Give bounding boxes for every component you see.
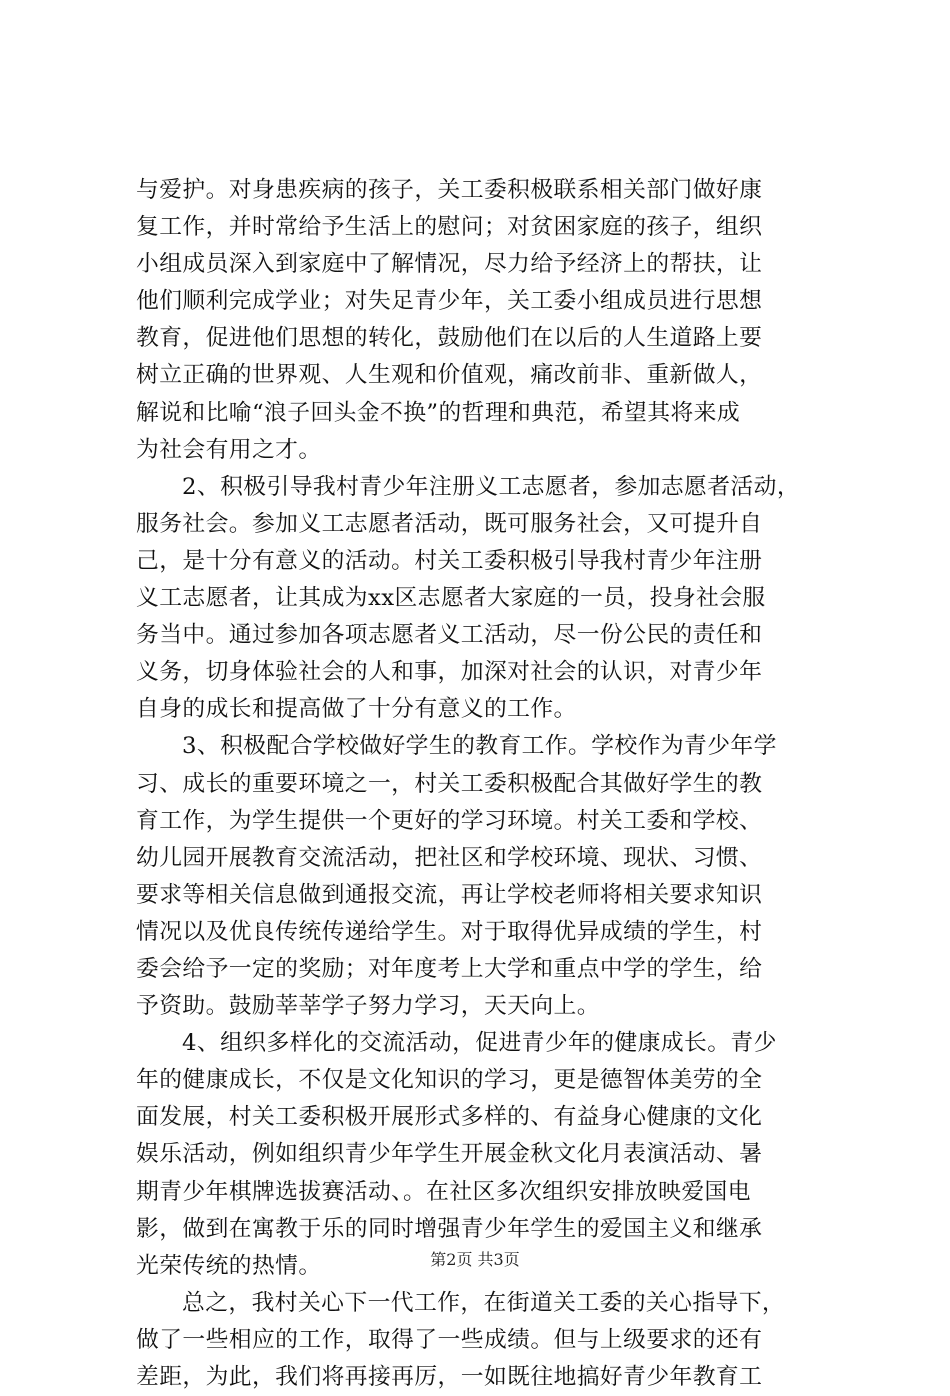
text-line: 做了一些相应的工作，取得了一些成绩。但与上级要求的还有 [136, 1326, 763, 1353]
text-line: 与爱护。对身患疾病的孩子，关工委积极联系相关部门做好康 [136, 177, 763, 203]
text-line: 育工作，为学生提供一个更好的学习环境。村关工委和学校、 [136, 807, 763, 834]
text-line: 情况以及优良传统传递给学生。对于取得优异成绩的学生，村 [136, 918, 763, 945]
paragraph-first-line: 2、积极引导我村青少年注册义工志愿者，参加志愿者活动， [182, 473, 801, 500]
text-line: 委会给予一定的奖励；对年度考上大学和重点中学的学生，给 [136, 955, 763, 982]
text-line: 服务社会。参加义工志愿者活动，既可服务社会，又可提升自 [136, 510, 763, 537]
text-line: 他们顺利完成学业；对失足青少年，关工委小组成员进行思想 [136, 288, 763, 315]
text-line: 予资助。鼓励莘莘学子努力学习，天天向上。 [136, 993, 600, 1020]
text-line: 小组成员深入到家庭中了解情况，尽力给予经济上的帮扶，让 [136, 251, 763, 278]
text-line: 义工志愿者，让其成为xx区志愿者大家庭的一员，投身社会服 [136, 585, 766, 612]
text-line: 要求等相关信息做到通报交流，再让学校老师将相关要求知识 [136, 881, 763, 908]
paragraph-first-line: 总之，我村关心下一代工作，在街道关工委的关心指导下， [182, 1289, 786, 1316]
text-line: 娱乐活动，例如组织青少年学生开展金秋文化月表演活动、暑 [136, 1141, 763, 1168]
text-line: 树立正确的世界观、人生观和价值观，痛改前非、重新做人， [136, 362, 763, 389]
text-line: 习、成长的重要环境之一，村关工委积极配合其做好学生的教 [136, 770, 763, 797]
document-body [136, 172, 836, 1396]
paragraph-first-line: 4、组织多样化的交流活动，促进青少年的健康成长。青少 [182, 1030, 777, 1057]
page-footer: 第2页 共3页 [430, 1250, 520, 1269]
text-line: 复工作，并时常给予生活上的慰问；对贫困家庭的孩子，组织 [136, 214, 763, 241]
text-line: 为社会有用之才。 [136, 436, 322, 463]
text-line: 期青少年棋牌选拔赛活动、。在社区多次组织安排放映爱国电 [136, 1178, 751, 1205]
paragraph-first-line: 3、积极配合学校做好学生的教育工作。学校作为青少年学 [182, 733, 777, 760]
text-line: 自身的成长和提高做了十分有意义的工作。 [136, 696, 577, 723]
text-line: 差距，为此，我们将再接再厉，一如既往地搞好青少年教育工 [136, 1364, 763, 1390]
text-line: 解说和比喻“浪子回头金不换”的哲理和典范，希望其将来成 [136, 399, 741, 426]
text-line: 教育，促进他们思想的转化，鼓励他们在以后的人生道路上要 [136, 325, 763, 352]
text-line: 影，做到在寓教于乐的同时增强青少年学生的爱国主义和继承 [136, 1215, 763, 1242]
text-line: 光荣传统的热情。 [136, 1252, 322, 1279]
text-line: 义务，切身体验社会的人和事，加深对社会的认识，对青少年 [136, 659, 763, 686]
text-line: 务当中。通过参加各项志愿者义工活动，尽一份公民的责任和 [136, 622, 763, 649]
text-line: 幼儿园开展教育交流活动，把社区和学校环境、现状、习惯、 [136, 844, 763, 871]
text-line: 年的健康成长，不仅是文化知识的学习，更是德智体美劳的全 [136, 1067, 763, 1094]
text-line: 面发展，村关工委积极开展形式多样的、有益身心健康的文化 [136, 1104, 763, 1131]
text-line: 己，是十分有意义的活动。村关工委积极引导我村青少年注册 [136, 547, 763, 574]
